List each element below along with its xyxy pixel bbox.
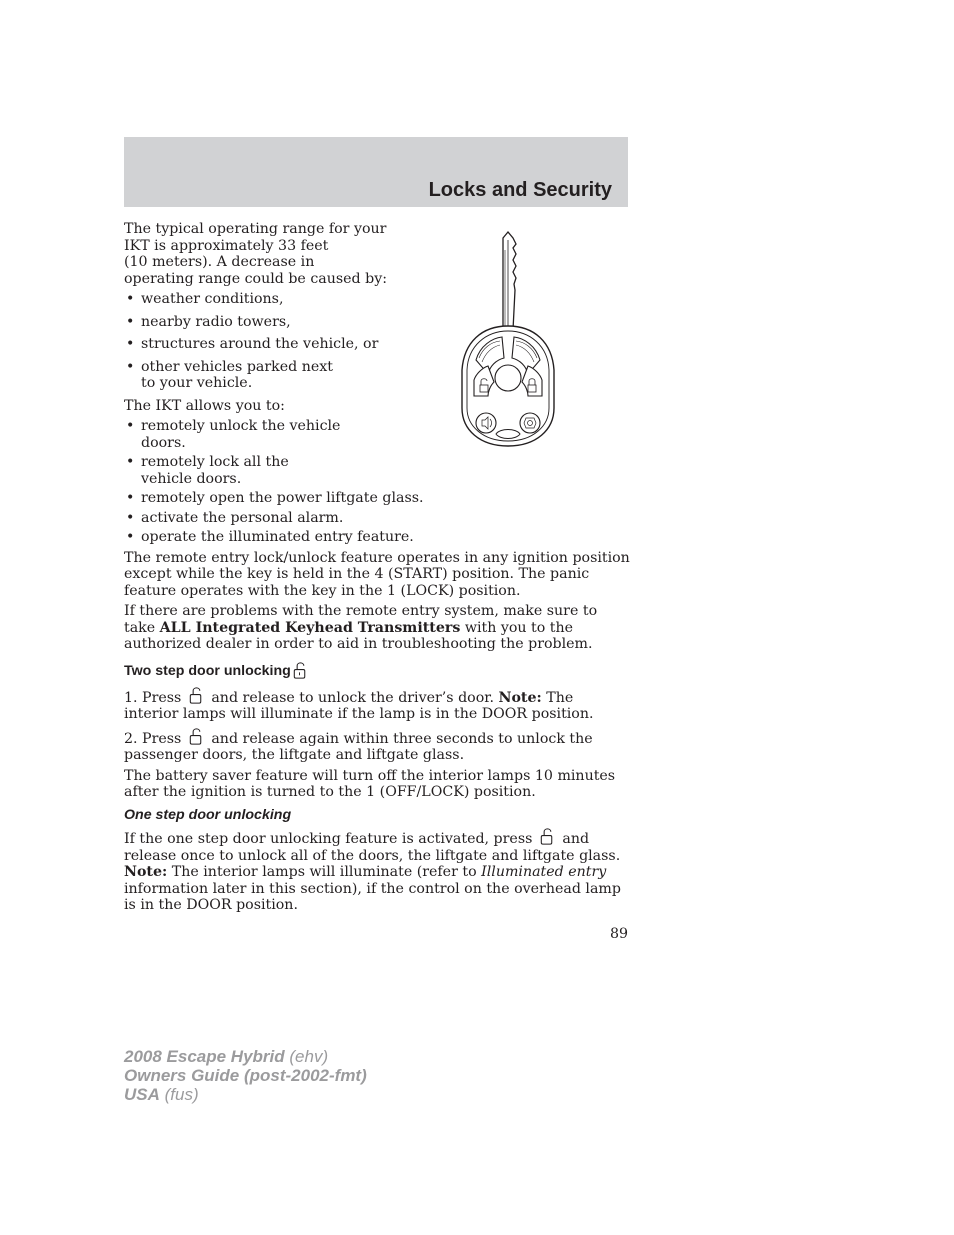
list-item: • remotely open the power liftgate glass. — [124, 490, 630, 507]
one-step-paragraph: If the one step door unlocking feature is activated, press and release once to unlock all of the doors, the liftgate and liftgate glass. Note: The interior lamps will illuminate (refer to Illuminated entry information later in this section), if the control on the overhead lamp is in the DOOR position. — [124, 827, 630, 914]
remote-entry-paragraph: The remote entry lock/unlock feature operates in any ignition position except while the key is held in the 4 (START) position. The panic feature operates with the key in the 1 (LOCK) position. — [124, 549, 630, 599]
list-item: • structures around the vehicle, or — [124, 336, 424, 353]
battery-saver-paragraph: The battery saver feature will turn off the interior lamps 10 minutes after the ignition is turned to the 1 (OFF/LOCK) position. — [124, 767, 616, 800]
unlock-icon — [187, 727, 205, 746]
ikt-features-list — [124, 418, 630, 546]
list-item: • other vehicles parked next to your vehicle. — [124, 359, 351, 392]
range-paragraph: The typical operating range for your IKT is approximately 33 feet (10 meters). A decrease in operating range could be caused by: — [124, 221, 388, 287]
document-footer — [124, 1047, 367, 1104]
footer-line-1: 2008 Escape Hybrid (ehv) — [124, 1047, 329, 1066]
main-content — [124, 221, 630, 918]
two-step-step1: 1. Press and release to unlock the driver’s door. Note: The interior lamps will illuminate if the lamp is in the DOOR position. — [124, 686, 630, 723]
two-step-step2: 2. Press and release again within three seconds to unlock the passenger doors, the liftgate and liftgate glass. — [124, 727, 630, 764]
list-item: • remotely unlock the vehicle doors. — [124, 418, 341, 451]
one-step-heading: One step door unlocking — [124, 806, 292, 823]
list-item: • remotely lock all the vehicle doors. — [124, 454, 341, 487]
ikt-intro: The IKT allows you to: — [124, 397, 285, 414]
list-item: • weather conditions, — [124, 291, 424, 308]
unlock-icon — [291, 661, 309, 680]
range-causes-list — [124, 291, 424, 392]
list-item: • nearby radio towers, — [124, 314, 424, 331]
unlock-icon — [538, 827, 556, 846]
list-item: • activate the personal alarm. — [124, 510, 630, 527]
list-item: • operate the illuminated entry feature. — [124, 529, 630, 546]
footer-line-2: Owners Guide (post-2002-fmt) — [124, 1066, 367, 1085]
page-number: 89 — [609, 926, 628, 942]
section-header-band — [124, 137, 628, 207]
two-step-heading: Two step door unlocking — [124, 661, 630, 680]
problems-paragraph: If there are problems with the remote entry system, make sure to take ALL Integrated Keyhead Transmitters with you to the authorized dealer in order to aid in troubleshooting the problem. — [124, 603, 598, 652]
unlock-icon — [187, 686, 205, 705]
footer-line-3: USA (fus) — [124, 1085, 199, 1104]
section-title: Locks and Security — [428, 179, 612, 201]
